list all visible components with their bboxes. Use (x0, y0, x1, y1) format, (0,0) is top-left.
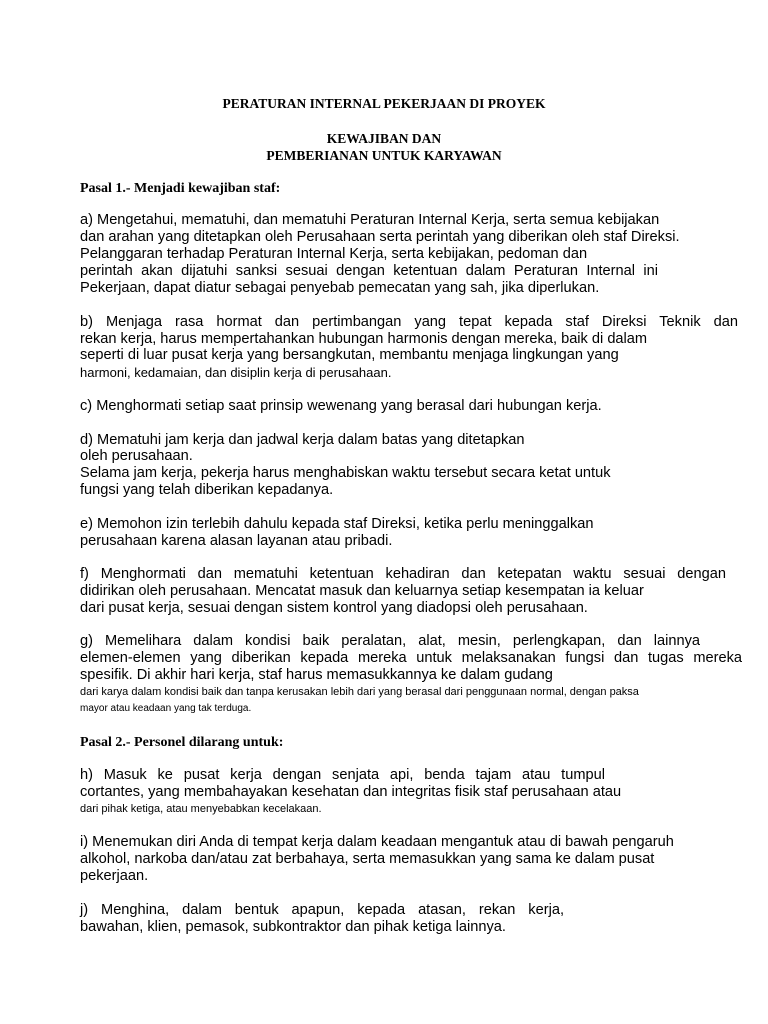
paragraph-g-line: g) Memelihara dalam kondisi baik peralatan, alat, mesin, perlengkapan, dan lainnya (80, 633, 700, 649)
paragraph-f-line: dari pusat kerja, sesuai dengan sistem kontrol yang diadopsi oleh perusahaan. (80, 600, 588, 616)
document-title: PERATURAN INTERNAL PEKERJAAN DI PROYEK (222, 96, 546, 111)
document-subtitle-1: KEWAJIBAN DAN (326, 131, 442, 146)
paragraph-j-line: j) Menghina, dalam bentuk apapun, kepada atasan, rekan kerja, (80, 902, 564, 918)
paragraph-h-line: h) Masuk ke pusat kerja dengan senjata api, benda tajam atau tumpul (80, 767, 605, 783)
paragraph-g-line: elemen-elemen yang diberikan kepada mereka untuk melaksanakan fungsi dan tugas mereka (80, 650, 742, 666)
paragraph-d-line: d) Mematuhi jam kerja dan jadwal kerja dalam batas yang ditetapkan (80, 432, 525, 448)
paragraph-a-line: Pelanggaran terhadap Peraturan Internal Kerja, serta kebijakan, pedoman dan (80, 246, 588, 262)
paragraph-d-line: Selama jam kerja, pekerja harus menghabiskan waktu tersebut secara ketat untuk (80, 465, 611, 481)
paragraph-g-line: mayor atau keadaan yang tak terduga. (80, 703, 252, 714)
paragraph-a-line: perintah akan dijatuhi sanksi sesuai dengan ketentuan dalam Peraturan Internal ini (80, 263, 658, 279)
document-subtitle-2: PEMBERIANAN UNTUK KARYAWAN (266, 148, 502, 163)
paragraph-g-line: spesifik. Di akhir hari kerja, staf harus memasukkannya ke dalam gudang (80, 667, 553, 683)
paragraph-e-line: perusahaan karena alasan layanan atau pribadi. (80, 533, 393, 549)
paragraph-j-line: bawahan, klien, pemasok, subkontraktor dan pihak ketiga lainnya. (80, 919, 506, 935)
paragraph-d-line: oleh perusahaan. (80, 448, 193, 464)
paragraph-i-line: i) Menemukan diri Anda di tempat kerja dalam keadaan mengantuk atau di bawah pengaruh (80, 834, 674, 850)
paragraph-b-line: seperti di luar pusat kerja yang bersangkutan, membantu menjaga lingkungan yang (80, 347, 619, 363)
paragraph-g-line: dari karya dalam kondisi baik dan tanpa kerusakan lebih dari yang berasal dari penggunaan normal, dengan paksa (80, 686, 639, 698)
paragraph-a-line: dan arahan yang ditetapkan oleh Perusahaan serta perintah yang diberikan oleh staf Direksi. (80, 229, 680, 245)
paragraph-f-line: f) Menghormati dan mematuhi ketentuan kehadiran dan ketepatan waktu sesuai dengan (80, 566, 726, 582)
paragraph-h-line: dari pihak ketiga, atau menyebabkan kecelakaan. (80, 803, 322, 815)
pasal-1-heading: Pasal 1.- Menjadi kewajiban staf: (80, 181, 281, 196)
paragraph-i-line: alkohol, narkoba dan/atau zat berbahaya, serta memasukkan yang sama ke dalam pusat (80, 851, 655, 867)
paragraph-a-line: Pekerjaan, dapat diatur sebagai penyebab pemecatan yang sah, jika diperlukan. (80, 280, 600, 296)
paragraph-h-line: cortantes, yang membahayakan kesehatan dan integritas fisik staf perusahaan atau (80, 784, 622, 800)
paragraph-f-line: didirikan oleh perusahaan. Mencatat masuk dan keluarnya setiap kesempatan ia keluar (80, 583, 644, 599)
paragraph-d-line: fungsi yang telah diberikan kepadanya. (80, 482, 334, 498)
paragraph-b-line: harmoni, kedamaian, dan disiplin kerja di perusahaan. (80, 365, 392, 380)
pasal-2-heading: Pasal 2.- Personel dilarang untuk: (80, 735, 284, 750)
paragraph-e-line: e) Memohon izin terlebih dahulu kepada staf Direksi, ketika perlu meninggalkan (80, 516, 594, 532)
paragraph-a-line: a) Mengetahui, mematuhi, dan mematuhi Peraturan Internal Kerja, serta semua kebijakan (80, 212, 660, 228)
paragraph-c-line: c) Menghormati setiap saat prinsip wewenang yang berasal dari hubungan kerja. (80, 398, 602, 414)
paragraph-b-line: rekan kerja, harus mempertahankan hubungan harmonis dengan mereka, baik di dalam (80, 331, 648, 347)
paragraph-i-line: pekerjaan. (80, 868, 149, 884)
paragraph-b-line: b) Menjaga rasa hormat dan pertimbangan yang tepat kepada staf Direksi Teknik dan (80, 314, 738, 330)
